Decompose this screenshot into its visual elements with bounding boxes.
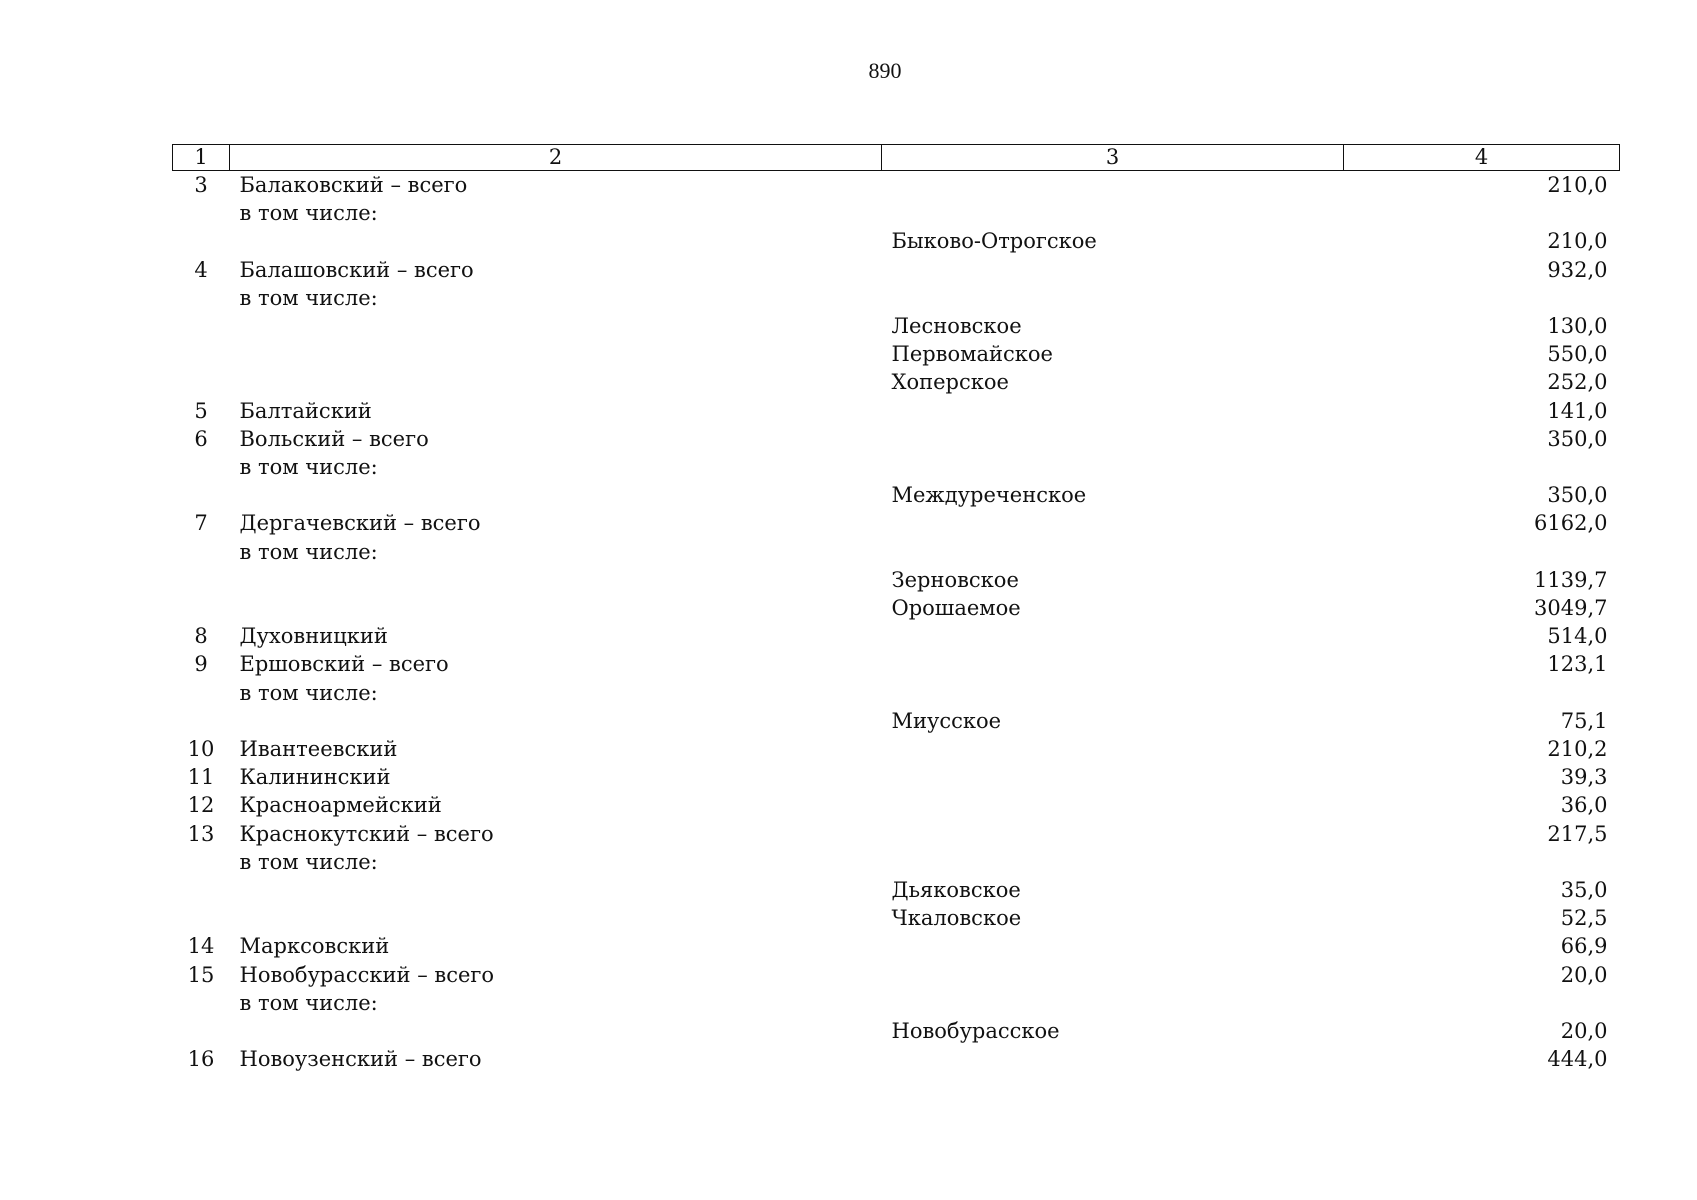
amount-value: 130,0: [1547, 314, 1608, 339]
amount-value: 75,1: [1560, 708, 1608, 733]
district-name: [230, 227, 882, 255]
district-name: в том числе:: [239, 680, 378, 705]
settlement-name: [882, 735, 1344, 763]
district-name: Ершовский – всего: [239, 652, 449, 677]
settlement-name: Междуреченское: [891, 483, 1087, 508]
district-name: [230, 904, 882, 932]
amount-value: 66,9: [1560, 934, 1608, 959]
row-number: [173, 876, 230, 904]
table-row: [173, 763, 1620, 791]
table-row: [173, 538, 1620, 566]
table-row: [173, 227, 1620, 255]
row-number: [173, 594, 230, 622]
settlement-name: [882, 791, 1344, 819]
table-row: [173, 1045, 1620, 1073]
row-number: 15: [187, 962, 215, 987]
table-row: [173, 368, 1620, 396]
table-row: [173, 1017, 1620, 1045]
amount-value: 39,3: [1560, 765, 1608, 790]
amount-value: 36,0: [1560, 793, 1608, 818]
table-row: [173, 566, 1620, 594]
district-name: Новоузенский – всего: [239, 1047, 482, 1072]
settlement-name: Лесновское: [891, 314, 1022, 339]
row-number: [173, 848, 230, 876]
row-number: [173, 453, 230, 481]
amount-value: 550,0: [1547, 342, 1608, 367]
row-number: [173, 284, 230, 312]
header-col-3: 3: [882, 145, 1344, 171]
table-row: [173, 989, 1620, 1017]
amount-value: 20,0: [1560, 962, 1608, 987]
amount-value: [1344, 848, 1620, 876]
district-name: Вольский – всего: [239, 426, 429, 451]
settlement-name: [882, 961, 1344, 989]
table-row: [173, 622, 1620, 650]
settlement-name: [882, 171, 1344, 200]
row-number: 6: [194, 426, 208, 451]
district-name: Новобурасский – всего: [239, 962, 495, 987]
table-row: [173, 340, 1620, 368]
amount-value: 210,0: [1547, 173, 1608, 197]
row-number: [173, 566, 230, 594]
header-col-1: 1: [173, 145, 230, 171]
table-body: [173, 171, 1620, 1074]
district-name: [230, 566, 882, 594]
district-name: [230, 594, 882, 622]
district-name: Балаковский – всего: [239, 173, 468, 197]
table-row: [173, 848, 1620, 876]
table-row: [173, 932, 1620, 960]
row-number: [173, 368, 230, 396]
district-name: [230, 876, 882, 904]
amount-value: [1344, 453, 1620, 481]
table-row: [173, 679, 1620, 707]
row-number: [173, 904, 230, 932]
settlement-name: [882, 650, 1344, 678]
district-name: Дергачевский – всего: [239, 511, 481, 536]
amount-value: 1139,7: [1534, 567, 1608, 592]
district-name: Духовницкий: [239, 624, 388, 649]
table-row: [173, 650, 1620, 678]
table-row: [173, 791, 1620, 819]
row-number: 9: [194, 652, 208, 677]
amount-value: 350,0: [1547, 426, 1608, 451]
district-name: [230, 312, 882, 340]
settlement-name: Дьяковское: [891, 878, 1021, 903]
row-number: [173, 538, 230, 566]
amount-value: 52,5: [1560, 906, 1608, 931]
settlement-name: [882, 989, 1344, 1017]
table-row: [173, 904, 1620, 932]
amount-value: 3049,7: [1534, 596, 1608, 621]
table-row: [173, 425, 1620, 453]
settlement-name: Первомайское: [891, 342, 1053, 367]
amount-value: [1344, 538, 1620, 566]
district-name: в том числе:: [239, 990, 378, 1015]
settlement-name: [882, 425, 1344, 453]
settlement-name: [882, 679, 1344, 707]
row-number: 5: [194, 398, 208, 423]
table-row: [173, 284, 1620, 312]
table-row: [173, 961, 1620, 989]
table-row: [173, 876, 1620, 904]
table-row: [173, 256, 1620, 284]
district-name: Ивантеевский: [239, 737, 398, 762]
district-name: Балашовский – всего: [239, 257, 474, 282]
district-name: в том числе:: [239, 455, 378, 480]
settlement-name: [882, 199, 1344, 227]
table-row: [173, 397, 1620, 425]
header-col-2: 2: [230, 145, 882, 171]
amount-value: 444,0: [1547, 1047, 1608, 1072]
row-number: 4: [194, 257, 208, 282]
row-number: [173, 227, 230, 255]
amount-value: 252,0: [1547, 370, 1608, 395]
amount-value: 20,0: [1560, 1019, 1608, 1044]
table-row: [173, 820, 1620, 848]
district-name: Марксовский: [239, 934, 390, 959]
row-number: 13: [187, 821, 215, 846]
district-name: в том числе:: [239, 201, 378, 226]
amount-value: 932,0: [1547, 257, 1608, 282]
settlement-name: [882, 932, 1344, 960]
district-name: в том числе:: [239, 539, 378, 564]
amount-value: 514,0: [1547, 624, 1608, 649]
row-number: [173, 679, 230, 707]
table-row: [173, 453, 1620, 481]
district-name: [230, 340, 882, 368]
settlement-name: Быково-Отрогское: [891, 229, 1097, 254]
amount-value: 350,0: [1547, 483, 1608, 508]
row-number: 14: [187, 934, 215, 959]
district-name: Краснокутский – всего: [239, 821, 494, 846]
row-number: [173, 199, 230, 227]
settlement-name: Орошаемое: [891, 596, 1021, 621]
amount-value: 141,0: [1547, 398, 1608, 423]
settlement-name: [882, 509, 1344, 537]
table-row: [173, 735, 1620, 763]
row-number: 10: [187, 737, 215, 762]
settlement-name: [882, 1045, 1344, 1073]
table-row: [173, 594, 1620, 622]
row-number: [173, 989, 230, 1017]
amount-value: 123,1: [1547, 652, 1608, 677]
amount-value: 210,2: [1547, 737, 1608, 762]
amount-value: [1344, 989, 1620, 1017]
row-number: 12: [187, 793, 215, 818]
header-row: [173, 145, 1620, 171]
settlement-name: Миусское: [891, 708, 1002, 733]
settlement-name: [882, 763, 1344, 791]
district-name: [230, 368, 882, 396]
district-name: Красноармейский: [239, 793, 442, 818]
amount-value: 6162,0: [1534, 511, 1608, 536]
district-name: [230, 1017, 882, 1045]
district-name: Калининский: [239, 765, 391, 790]
district-allocation-table: [172, 144, 1620, 1074]
row-number: 3: [194, 173, 208, 197]
settlement-name: [882, 820, 1344, 848]
settlement-name: Чкаловское: [891, 906, 1022, 931]
page-number: 890: [868, 58, 902, 83]
district-name: Балтайский: [239, 398, 372, 423]
amount-value: 217,5: [1547, 821, 1608, 846]
row-number: [173, 312, 230, 340]
row-number: [173, 707, 230, 735]
settlement-name: [882, 397, 1344, 425]
table-row: [173, 707, 1620, 735]
table-row: [173, 199, 1620, 227]
table-header: [173, 145, 1620, 171]
district-name: в том числе:: [239, 849, 378, 874]
settlement-name: Новобурасское: [891, 1019, 1060, 1044]
settlement-name: [882, 256, 1344, 284]
row-number: [173, 481, 230, 509]
header-col-4: 4: [1344, 145, 1620, 171]
district-name: в том числе:: [239, 285, 378, 310]
row-number: 7: [194, 511, 208, 536]
row-number: 8: [194, 624, 208, 649]
settlement-name: [882, 848, 1344, 876]
settlement-name: [882, 453, 1344, 481]
amount-value: 35,0: [1560, 878, 1608, 903]
district-name: [230, 707, 882, 735]
row-number: 11: [187, 765, 215, 790]
amount-value: [1344, 284, 1620, 312]
district-name: [230, 481, 882, 509]
row-number: [173, 340, 230, 368]
table-row: [173, 481, 1620, 509]
settlement-name: [882, 538, 1344, 566]
settlement-name: Хоперское: [891, 370, 1009, 395]
table-row: [173, 509, 1620, 537]
settlement-name: Зерновское: [891, 567, 1019, 592]
table-row: [173, 171, 1620, 200]
amount-value: 210,0: [1547, 229, 1608, 254]
settlement-name: [882, 284, 1344, 312]
amount-value: [1344, 679, 1620, 707]
table-row: [173, 312, 1620, 340]
settlement-name: [882, 622, 1344, 650]
row-number: [173, 1017, 230, 1045]
row-number: 16: [187, 1047, 215, 1072]
amount-value: [1344, 199, 1620, 227]
